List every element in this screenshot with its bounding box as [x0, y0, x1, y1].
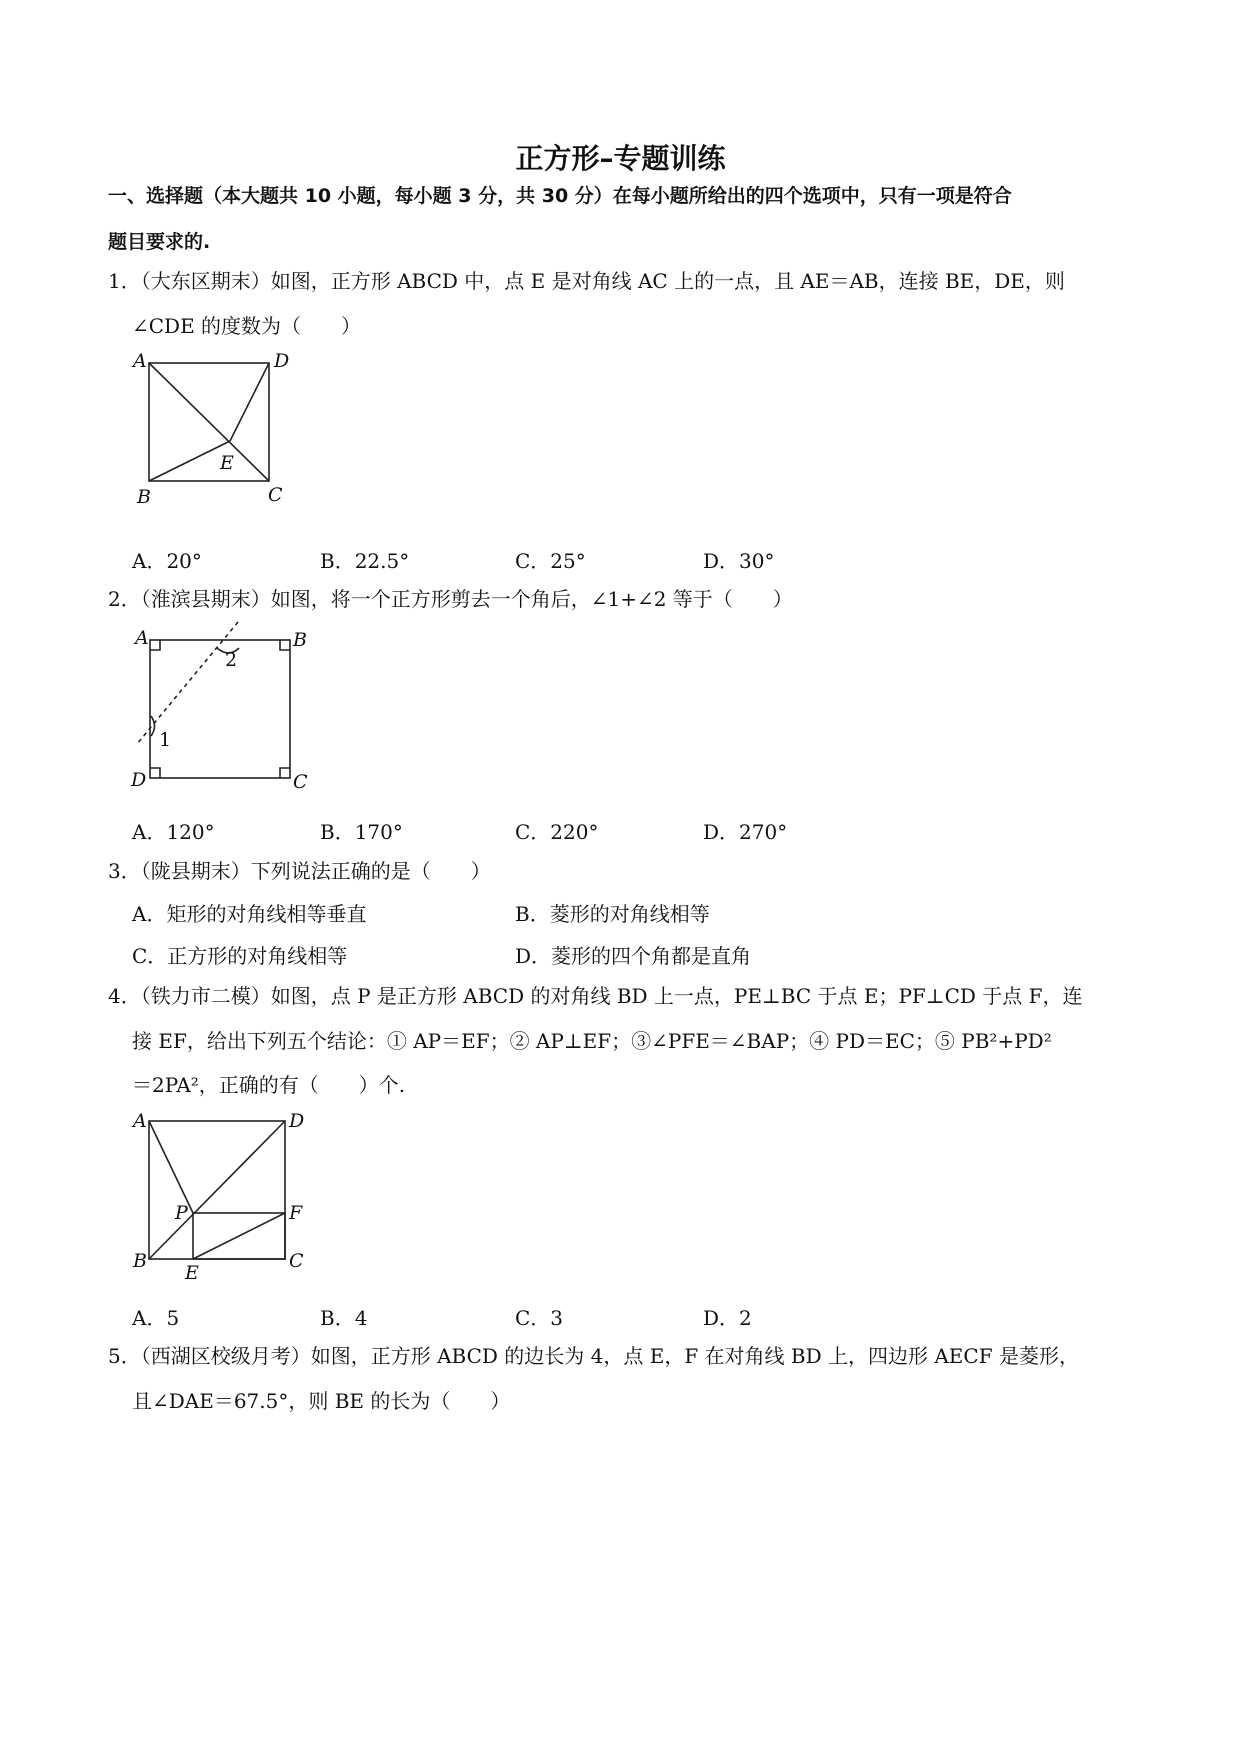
q4-stem-line3: ＝2PA²，正确的有（ ）个. [132, 1073, 406, 1097]
q4-stem-line1: 4．（铁力市二模）如图，点 P 是正方形 ABCD 的对角线 BD 上一点，PE⊥BC 于点 E；PF⊥CD 于点 F，连 [108, 984, 1083, 1008]
q4-stem-line2: 接 EF，给出下列五个结论：① AP＝EF；② AP⊥EF；③∠PFE＝∠BAP；④ PD＝EC；⑤ PB²+PD² [132, 1029, 1052, 1053]
q4-option-a[interactable]: A．5 [132, 1306, 180, 1330]
q1-label-d: D [274, 350, 290, 372]
q2-stem-line1: 2．（淮滨县期末）如图，将一个正方形剪去一个角后，∠1+∠2 等于（ ） [108, 587, 793, 611]
section-heading-line1: 一、选择题（本大题共 10 小题，每小题 3 分，共 30 分）在每小题所给出的四个选项中，只有一项是符合 [108, 185, 1012, 207]
q2-option-a[interactable]: A．120° [132, 820, 215, 844]
q2-option-c[interactable]: C．220° [515, 820, 599, 844]
q4-option-c[interactable]: C．3 [515, 1306, 564, 1330]
q2-label-2: 2 [225, 649, 238, 671]
q2-label-1: 1 [159, 729, 172, 751]
q1-option-c[interactable]: C．25° [515, 549, 586, 573]
q3-option-a[interactable]: A．矩形的对角线相等垂直 [132, 902, 367, 926]
q4-label-a: A [133, 1110, 147, 1132]
q3-option-d[interactable]: D．菱形的四个角都是直角 [515, 944, 752, 968]
q4-label-p: P [175, 1202, 188, 1224]
q2-figure [125, 618, 325, 796]
q4-label-d: D [289, 1110, 305, 1132]
q5-stem-line2: 且∠DAE＝67.5°，则 BE 的长为（ ） [132, 1389, 511, 1413]
q1-option-d[interactable]: D．30° [703, 549, 775, 573]
page-title: 正方形–专题训练 [515, 142, 726, 175]
q1-option-b[interactable]: B．22.5° [320, 549, 410, 573]
q4-label-b: B [133, 1250, 147, 1272]
q4-figure [125, 1105, 325, 1283]
q2-option-b[interactable]: B．170° [320, 820, 403, 844]
q1-label-b: B [137, 486, 151, 508]
q4-label-f: F [289, 1202, 303, 1224]
q4-label-e: E [185, 1262, 199, 1283]
q2-label-b: B [293, 629, 307, 651]
q3-option-b[interactable]: B．菱形的对角线相等 [515, 902, 710, 926]
section-heading-line2: 题目要求的. [108, 231, 211, 253]
q1-stem-line1: 1．（大东区期末）如图，正方形 ABCD 中，点 E 是对角线 AC 上的一点，且 AE＝AB，连接 BE，DE，则 [108, 269, 1065, 293]
q1-label-e: E [220, 452, 234, 474]
q2-label-a: A [135, 627, 149, 649]
q4-label-c: C [289, 1250, 304, 1272]
q3-stem-line1: 3．（陇县期末）下列说法正确的是（ ） [108, 859, 491, 883]
q2-label-c: C [293, 771, 308, 793]
q2-label-d: D [131, 769, 147, 791]
q1-stem-line2: ∠CDE 的度数为（ ） [132, 314, 362, 338]
q1-option-a[interactable]: A．20° [132, 549, 202, 573]
q4-option-b[interactable]: B．4 [320, 1306, 368, 1330]
q1-figure [125, 345, 305, 510]
q4-option-d[interactable]: D．2 [703, 1306, 752, 1330]
q2-option-d[interactable]: D．270° [703, 820, 788, 844]
q3-option-c[interactable]: C．正方形的对角线相等 [132, 944, 348, 968]
q1-label-c: C [268, 484, 283, 506]
q5-stem-line1: 5．（西湖区校级月考）如图，正方形 ABCD 的边长为 4，点 E，F 在对角线 BD 上，四边形 AECF 是菱形， [108, 1344, 1079, 1368]
q1-label-a: A [133, 350, 147, 372]
